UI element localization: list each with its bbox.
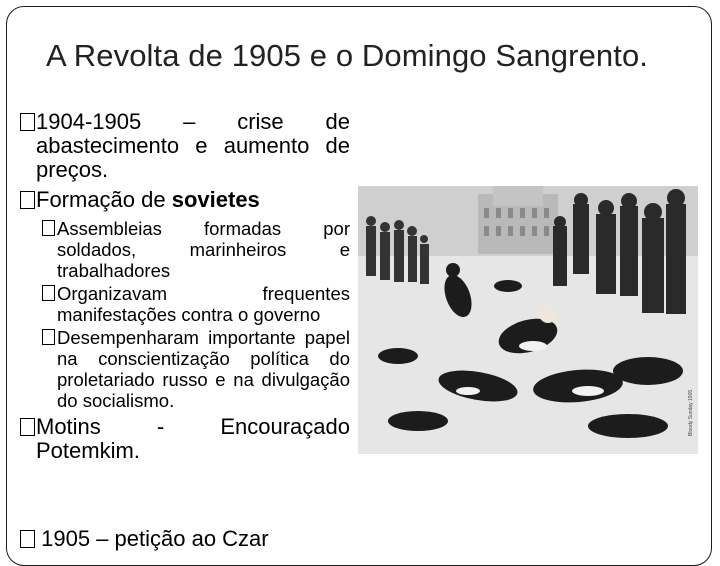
bullet-item	[20, 110, 350, 182]
bullet-list	[20, 110, 350, 469]
bold-term: sovietes	[171, 187, 260, 212]
sub-bullet-item	[42, 327, 350, 411]
bullet-text: 1905 – petição ao Czar	[41, 526, 269, 551]
slide-title: A Revolta de 1905 e o Domingo Sangrento.	[46, 38, 649, 73]
bullet-box-icon	[20, 530, 35, 548]
bullet-item	[20, 415, 350, 463]
bullet-text: Motins - Encouraçado Potemkim.	[36, 414, 350, 463]
bloody-sunday-photo	[358, 186, 698, 454]
photo-caption: Bloody Sunday 1905	[688, 389, 694, 436]
sub-bullet-text: Organizavam frequentes manifestações contra o governo	[57, 283, 350, 325]
bullet-box-icon	[20, 191, 35, 209]
sub-bullet-text: Desempenharam importante papel na conscientização política do proletariado russo e na divulgação do socialismo.	[57, 327, 350, 411]
sub-bullet-box-icon	[42, 329, 55, 345]
sub-bullet-box-icon	[42, 220, 55, 236]
bullet-text: Formação de sovietes	[36, 187, 260, 212]
sub-bullet-item	[42, 218, 350, 281]
bullet-text: 1904-1905 – crise de abastecimento e aumento de preços.	[36, 109, 350, 182]
bullet-box-icon	[20, 113, 35, 131]
bullet-item	[20, 188, 350, 212]
sub-bullet-box-icon	[42, 285, 55, 301]
bullet-item-cut	[20, 526, 269, 552]
sub-bullet-text: Assembleias formadas por soldados, marinheiros e trabalhadores	[57, 218, 350, 281]
bullet-box-icon	[20, 418, 35, 436]
sub-bullet-item	[42, 283, 350, 325]
